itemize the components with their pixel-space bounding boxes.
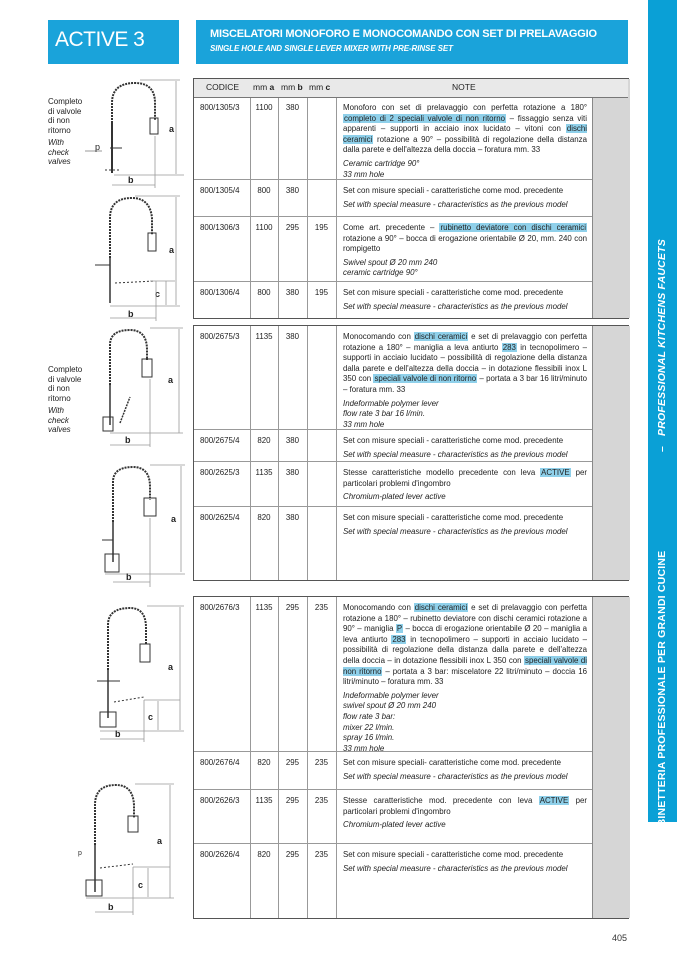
note-english-line: flow rate 3 bar 16 l/min. <box>343 409 426 419</box>
note-english-line: Ceramic cartridge 90° <box>343 158 420 168</box>
note-english-line: Swivel spout Ø 20 mm 240 <box>343 257 438 267</box>
product-code: 800/2625/4 <box>200 513 240 522</box>
note-text: in tecnopolimero – supporti in acciaio lucidato – possibilità di regolazione della distanza dalla parete e dell'altezza della doccia – in dotazione flessibili inox L 350 con <box>343 634 587 665</box>
note-english-line: swivel spout Ø 20 mm 240 <box>343 701 436 711</box>
note-english-line: mixer 22 l/min. <box>343 722 395 732</box>
note-text: e set di prelavaggio con perfetta rotazione a 180° – rubinetto deviatore con dischi ceramici rotazione a 90° – maniglia <box>343 603 587 634</box>
note-text: Set con misure speciali - caratteristiche come mod. precedente <box>343 513 564 522</box>
dimension-b: 380 <box>285 186 300 195</box>
product-code: 800/2626/4 <box>200 850 240 859</box>
product-code: 800/2676/3 <box>200 603 240 612</box>
faucet-diagram-1305 <box>80 78 190 188</box>
header-mm-a: mm a <box>253 82 275 92</box>
dim-b-label: b <box>128 175 134 185</box>
dimension-a: 1135 <box>255 332 273 341</box>
dimension-a: 1135 <box>255 603 273 612</box>
product-code: 800/2675/3 <box>200 332 240 341</box>
dimension-b: 295 <box>285 603 300 612</box>
check-valves-label-1: Completo di valvole di non ritorno With check valves <box>48 97 83 166</box>
highlighted-term: speciali valvole di non ritorno <box>343 655 587 676</box>
svg-text:c: c <box>138 880 144 890</box>
product-code: 800/1305/4 <box>200 186 240 195</box>
product-note <box>343 288 587 312</box>
highlighted-term: dischi ceramici <box>414 332 468 341</box>
table-row <box>194 179 592 217</box>
note-text: Stesse caratteristiche modello precedente con leva <box>343 468 541 477</box>
highlighted-term: ACTIVE <box>541 468 570 477</box>
product-code: 800/2675/4 <box>200 436 240 445</box>
note-english-line: Set with special measure - characteristics as the previous model <box>343 863 568 873</box>
svg-text:b: b <box>115 729 121 739</box>
sidebar-text-italian: RUBINETTERIA PROFESSIONALE PER GRANDI CUCINE <box>656 550 668 842</box>
note-english-line: flow rate 3 bar: <box>343 711 396 721</box>
note-text: Come art. precedente – <box>343 223 440 232</box>
dimension-b: 380 <box>285 436 300 445</box>
note-text: rotazione a 90° – bocca di erogazione orientabile Ø 20, mm. 240 con rompigetto <box>343 233 587 254</box>
dimension-b: 295 <box>285 223 300 232</box>
svg-text:b: b <box>126 572 132 582</box>
note-text: Set con misure speciali- caratteristiche come mod. precedente <box>343 758 561 767</box>
highlighted-term: rubinetto deviatore con dischi ceramici <box>440 223 586 232</box>
product-note <box>343 796 587 831</box>
dimension-c: 235 <box>314 850 329 859</box>
svg-text:c: c <box>148 712 154 722</box>
note-text: Stesse caratteristiche mod. precedente con leva <box>343 796 539 805</box>
svg-text:b: b <box>108 902 114 912</box>
note-text: Set con misure speciali - caratteristiche come mod. precedente <box>343 186 564 195</box>
dimension-a: 1100 <box>255 223 273 232</box>
product-code: 800/1306/4 <box>200 288 240 297</box>
note-english-line: Set with special measure - characteristics as the previous model <box>343 526 568 536</box>
note-english-line: 33 mm hole <box>343 743 385 753</box>
note-english-line: Set with special measure - characteristics as the previous model <box>343 301 568 311</box>
dimension-b: 295 <box>285 850 300 859</box>
svg-text:b: b <box>128 309 134 319</box>
product-code: 800/2625/3 <box>200 468 240 477</box>
highlighted-term: speciali valvole di non ritorno <box>374 374 477 384</box>
dimension-b: 380 <box>285 103 300 112</box>
dimension-a: 1100 <box>255 103 273 112</box>
product-note <box>343 603 587 754</box>
svg-text:c: c <box>155 289 161 299</box>
dimension-a: 800 <box>257 288 271 297</box>
product-table-3 <box>193 596 629 919</box>
note-english-line: 33 mm hole <box>343 419 385 429</box>
note-english-line: spray 16 l/min. <box>343 733 395 743</box>
grey-column <box>592 79 630 318</box>
header-code: CODICE <box>206 82 240 92</box>
dimension-c: 235 <box>314 758 329 767</box>
note-text: e set di prelavaggio con perfetta rotazione a 180° – maniglia a leva antiurto <box>343 332 587 352</box>
brand-title: ACTIVE 3 <box>55 28 145 51</box>
highlighted-term: 283 <box>392 634 406 644</box>
note-text: Monoforo con set di prelavaggio con perfetta rotazione a 180° <box>343 103 587 112</box>
note-english-line: Indeformable polymer lever <box>343 398 439 408</box>
svg-text:a: a <box>171 514 177 524</box>
note-english-line: Set with special measure - characteristics as the previous model <box>343 199 568 209</box>
product-note <box>343 103 587 180</box>
faucet-diagram-2675 <box>95 325 190 450</box>
dimension-a: 820 <box>257 850 271 859</box>
table-row <box>194 843 592 919</box>
svg-text:p: p <box>78 850 82 857</box>
product-note <box>343 186 587 210</box>
highlighted-term: P <box>396 624 403 634</box>
product-note <box>343 758 587 782</box>
note-text: per particolari problemi d'ingombro <box>343 468 587 488</box>
header-mm-c: mm c <box>309 82 331 92</box>
note-text: rotazione a 90° – possibilità di regolazione della distanza dalla parete e dell'altezza della doccia – foratura mm. 33 <box>343 134 587 155</box>
table-row <box>194 461 592 507</box>
note-english-line: Indeformable polymer lever <box>343 690 439 700</box>
note-english-line: Chromium-plated lever active <box>343 492 446 502</box>
dimension-b: 295 <box>285 796 300 805</box>
note-english-line: ceramic cartridge 90° <box>343 268 418 278</box>
product-note <box>343 513 587 537</box>
svg-text:a: a <box>169 245 175 255</box>
dimension-c: 235 <box>314 603 329 612</box>
note-text: – bocca di erogazione orientabile Ø 20 – maniglia a leva antiurto <box>343 624 587 644</box>
dimension-b: 380 <box>285 288 300 297</box>
product-code: 800/2676/4 <box>200 758 240 767</box>
note-english-line: Set with special measure - characteristics as the previous model <box>343 771 568 781</box>
svg-text:a: a <box>168 375 174 385</box>
note-english-line: 33 mm hole <box>343 169 385 179</box>
faucet-diagram-2626 <box>78 780 190 920</box>
highlighted-term: ACTIVE <box>539 796 569 805</box>
title-italian: MISCELATORI MONOFORO E MONOCOMANDO CON SET DI PRELAVAGGIO <box>210 28 597 40</box>
note-english-line: Set with special measure - characteristics as the previous model <box>343 449 568 459</box>
dim-a-label: a <box>169 124 175 134</box>
table-row <box>194 281 592 320</box>
product-note <box>343 468 587 503</box>
header-note: NOTE <box>452 82 476 92</box>
note-english-line: Chromium-plated lever active <box>343 820 446 830</box>
product-code: 800/2626/3 <box>200 796 240 805</box>
table-row <box>194 751 592 790</box>
faucet-diagram-2625 <box>100 462 190 587</box>
product-note <box>343 436 587 460</box>
check-valves-label-2: Completo di valvole di non ritorno With check valves <box>48 365 83 434</box>
svg-text:b: b <box>125 435 131 445</box>
dimension-c: 235 <box>314 796 329 805</box>
dimension-b: 380 <box>285 468 300 477</box>
sidebar-separator: – <box>656 445 668 452</box>
svg-text:a: a <box>168 662 174 672</box>
dimension-a: 820 <box>257 436 271 445</box>
page-number: 405 <box>612 933 628 943</box>
table-row <box>194 506 592 580</box>
product-note <box>343 223 587 279</box>
grey-column <box>592 597 630 918</box>
dimension-a: 820 <box>257 758 271 767</box>
product-note <box>343 850 587 874</box>
dimension-b: 380 <box>285 513 300 522</box>
title-english: SINGLE HOLE AND SINGLE LEVER MIXER WITH PRE-RINSE SET <box>210 44 453 53</box>
note-text: Set con misure speciali - caratteristiche come mod. precedente <box>343 288 564 297</box>
highlighted-term: 283 <box>502 342 516 352</box>
dimension-a: 800 <box>257 186 271 195</box>
brand-box <box>48 20 179 64</box>
product-code: 800/1306/3 <box>200 223 240 232</box>
dimension-a: 1135 <box>255 468 273 477</box>
dimension-c: 195 <box>314 288 329 297</box>
faucet-diagram-1306 <box>90 193 190 323</box>
table-row <box>194 597 592 751</box>
note-text: Monocomando con <box>343 603 414 612</box>
dimension-a: 1135 <box>255 796 273 805</box>
dimension-b: 295 <box>285 758 300 767</box>
note-text: – fissaggio senza viti apparenti – supporti in acciaio inox lucidato – vitoni con <box>343 113 588 134</box>
dim-p-label: p <box>95 142 101 152</box>
table-row <box>194 789 592 844</box>
product-note <box>343 332 587 430</box>
side-category-band <box>648 0 677 842</box>
grey-column <box>592 326 630 580</box>
faucet-diagram-2676 <box>92 600 190 742</box>
highlighted-term: completo di 2 speciali valvole di non ritorno <box>344 113 505 123</box>
table-row <box>194 429 592 462</box>
header-mm-b: mm b <box>281 82 303 92</box>
dimension-a: 820 <box>257 513 271 522</box>
table-row <box>194 216 592 282</box>
note-text: per particolari problemi d'ingombro <box>343 796 587 816</box>
note-text: Monocomando con <box>343 332 414 341</box>
product-table-1 <box>193 78 629 319</box>
note-text: Set con misure speciali - caratteristiche come mod. precedente <box>343 850 564 859</box>
dimension-c: 195 <box>314 223 329 232</box>
section-title-box <box>196 20 628 64</box>
product-code: 800/1305/3 <box>200 103 240 112</box>
table-row <box>194 97 592 179</box>
note-text: – portata a 3 bar: miscelatore 22 litri/minuto – doccia 16 litri/minuto – foratura mm. 33 <box>343 666 587 687</box>
product-table-2 <box>193 325 629 581</box>
highlighted-term: dischi ceramici <box>343 124 587 144</box>
sidebar-text-english: PROFESSIONAL KITCHENS FAUCETS <box>656 239 668 436</box>
note-text: Set con misure speciali - caratteristiche come mod. precedente <box>343 436 564 445</box>
table-row <box>194 326 592 429</box>
highlighted-term: dischi ceramici <box>414 603 468 612</box>
note-text: – portata a 3 bar 16 litri/minuto – foratura mm. 33 <box>343 374 587 394</box>
note-text: in tecnopolimero – supporti in acciaio lucidato – possibilità di regolazione della distanza dalla parete e dell'altezza della doccia – in dotazione flessibili inox L 350 con <box>343 342 587 384</box>
svg-text:a: a <box>157 836 163 846</box>
table-header <box>194 79 628 98</box>
dimension-b: 380 <box>285 332 300 341</box>
